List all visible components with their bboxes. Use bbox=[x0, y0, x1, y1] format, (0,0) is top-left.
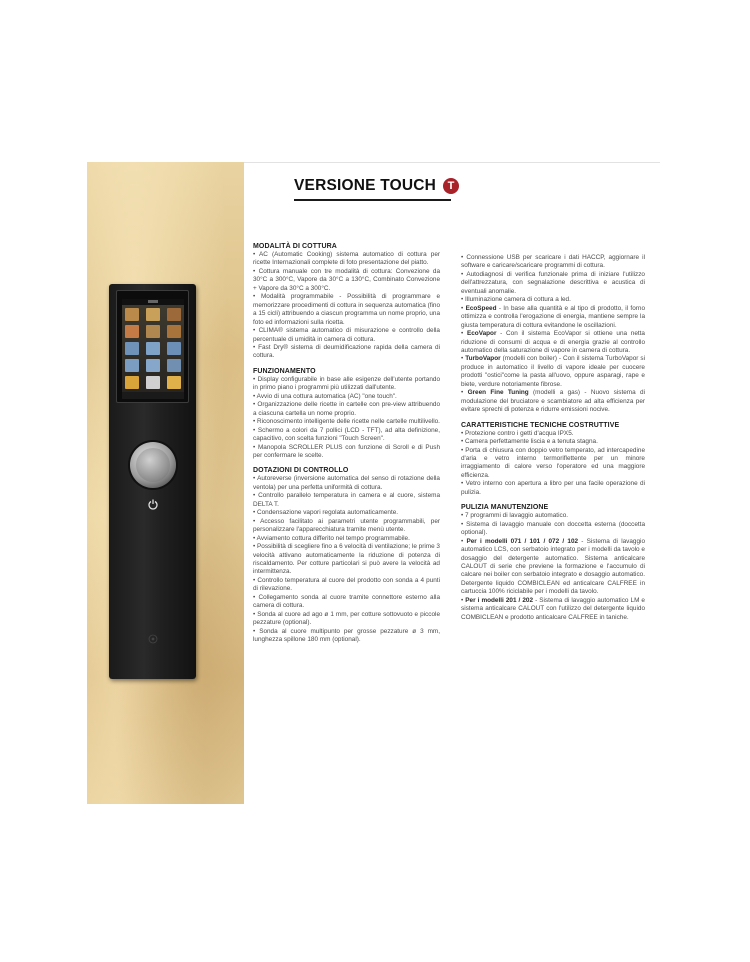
page-title: VERSIONE TOUCH bbox=[294, 177, 437, 194]
list-item: • Per i modelli 201 / 202 - Sistema di lavaggio automatico LM e sistema anticalcare CALOUT con l'utilizzo del detergente liquido COMBICLEAN e prodotto anticalcare CALFREE in taniche. bbox=[461, 596, 645, 621]
list-item: • Display configurabile in base alle esigenze dell'utente portando in primo piano i programmi più utilizzati dall'utente. bbox=[253, 375, 440, 392]
list-item: • Condensazione vapori regolata automaticamente. bbox=[253, 509, 399, 517]
list-item: • EcoVapor - Con il sistema EcoVapor si ottiene una netta riduzione di consumi di acqua e di energia grazie al controllo automatico della saturazione di vapore in camera di cottura. bbox=[461, 330, 645, 354]
touch-screen-display bbox=[122, 299, 184, 399]
touch-badge-icon: T bbox=[443, 178, 459, 194]
list-item: • Illuminazione camera di cottura a led. bbox=[461, 296, 571, 304]
folder-tile-icon bbox=[167, 342, 181, 355]
list-item: • Controllo parallelo temperatura in camera e al cuore, sistema DELTA T. bbox=[253, 492, 440, 508]
list-item: • Sistema di lavaggio manuale con doccetta esterna (doccetta optional). bbox=[461, 520, 645, 537]
recipe-tile-icon bbox=[146, 308, 160, 321]
touch-screen-bezel bbox=[116, 290, 189, 403]
list-item: • Avvio di una cottura automatica (AC) "one touch". bbox=[253, 392, 397, 400]
recipe-tile-icon bbox=[167, 325, 181, 338]
list-item: • TurboVapor (modelli con boiler) - Con il sistema TurboVapor si produce in automatico il livello di vapore ideale per cuocere prodotti "ostici"come la pasta all'uovo, oppure asparagi, rape e biete, verdure notoriamente fibrose. bbox=[461, 355, 645, 388]
section-heading: MODALITÀ DI COTTURA bbox=[253, 243, 337, 250]
list-item: • Collegamento sonda al cuore tramite connettore esterno alla camera di cottura. bbox=[253, 593, 440, 610]
right-text-column bbox=[461, 254, 645, 622]
list-item: • Autodiagnosi di verifica funzionale prima di iniziare l'utilizzo dell'attrezzatura, con segnalazione descrittiva e acustica di eventuali anomalie. bbox=[461, 270, 645, 295]
recipe-tile-icon bbox=[146, 325, 160, 338]
section-heading: PULIZIA MANUTENZIONE bbox=[461, 504, 549, 512]
list-item: • Modalità programmabile - Possibilità di programmare e memorizzare procedimenti di cottura in sequenza automatica (fino a 15 cicli) attribuendo a ciascun programma un nome proprio, una foto ed informazioni sulla ricetta. bbox=[253, 293, 440, 326]
recipe-tile-icon bbox=[167, 308, 181, 321]
title-row bbox=[294, 177, 459, 195]
list-item: • Per i modelli 071 / 101 / 072 / 102 - Sistema di lavaggio automatico LCS, con serbatoio integrato per i modelli da tavolo e dosaggio del detergente automatico. Sistema anticalcare CALOUT di serie che previene la formazione e l'accumulo di calcare nei boiler con serbatoio integrato e dosaggio automatico. Detergente liquido COMBICLEAN ed anticalcare CALFREE in cartuccia 100% riciclabile per i modelli da tavolo. bbox=[461, 537, 646, 596]
recipe-tile-icon bbox=[125, 308, 139, 321]
list-item: • Porta di chiusura con doppio vetro temperato, ad intercapedine d'aria e vetro interno termoriflettente per un minore irraggiamento di calore verso l'operatore ed una maggiore efficienza. bbox=[461, 446, 646, 479]
list-item: • Cottura manuale con tre modalità di cottura: Convezione da 30°C a 300°C, Vapore da 30°C a 130°C, Combinato Convezione + Vapore da 30°C a 300°C. bbox=[253, 267, 440, 292]
function-tile-icon bbox=[167, 376, 181, 389]
list-item: • Vetro interno con apertura a libro per una facile operazione di pulizia. bbox=[461, 480, 646, 496]
list-item: • Fast Dry® sistema di deumidificazione rapida della camera di cottura. bbox=[253, 343, 440, 360]
list-item: • Camera perfettamente liscia e a tenuta stagna. bbox=[461, 438, 598, 446]
list-item: • Riconoscimento intelligente delle ricette nelle cartelle multilivello. bbox=[253, 418, 440, 426]
folder-tile-icon bbox=[146, 342, 160, 355]
section-heading: DOTAZIONI DI CONTROLLO bbox=[253, 467, 349, 475]
list-item: • Schermo a colori da 7 pollici (LCD - TFT), ad alta definizione, capacitivo, con scelta funzioni "Touch Screen". bbox=[253, 426, 440, 443]
probe-socket-icon bbox=[148, 634, 158, 644]
folder-tile-icon bbox=[125, 359, 139, 372]
list-item: • Connessione USB per scaricare i dati HACCP, aggiornare il software e caricare/scaricare programmi di cottura. bbox=[461, 254, 646, 270]
list-item: • AC (Automatic Cooking) sistema automatico di cottura per ricette Internazionali complete di foto presentazione del piatto. bbox=[253, 251, 440, 267]
section-heading: CARATTERISTICHE TECNICHE COSTRUTTIVE bbox=[461, 421, 620, 429]
list-item: • Manopola SCROLLER PLUS con funzione di Scroll e di Push per confermare le scelte. bbox=[253, 443, 440, 459]
list-item: • Organizzazione delle ricette in cartelle con pre-view attribuendo a ciascuna cartella un nome proprio. bbox=[253, 401, 440, 417]
screen-status-bar bbox=[122, 299, 184, 305]
list-item: • EcoSpeed - In base alla quantità e al tipo di prodotto, il forno ottimizza e controlla l'erogazione di energia, mantiene sempre la giusta temperatura di cottura evitandone le oscillazioni. bbox=[461, 304, 645, 329]
scroller-knob bbox=[130, 442, 176, 488]
folder-tile-icon bbox=[146, 359, 160, 372]
top-divider bbox=[244, 162, 660, 163]
list-item: • Sonda al cuore multipunto per grosse pezzature ø 3 mm, lunghezza spillone 180 mm (optional). bbox=[253, 627, 440, 644]
list-item: • Sonda al cuore ad ago ø 1 mm, per cotture sottovuoto e piccole pezzature (optional). bbox=[253, 610, 440, 627]
function-tile-icon bbox=[146, 376, 160, 389]
recipe-tile-icon bbox=[125, 325, 139, 338]
oven-control-panel-image bbox=[109, 284, 196, 679]
function-tile-icon bbox=[125, 376, 139, 389]
power-icon bbox=[147, 498, 159, 510]
screen-bottom-bar bbox=[122, 392, 184, 399]
list-item: • CLIMA® sistema automatico di misurazione e controllo della percentuale di umidità in camera di cottura. bbox=[253, 327, 440, 343]
list-item: • Controllo temperatura al cuore del prodotto con sonda a 4 punti di rilevazione. bbox=[253, 576, 441, 593]
left-text-column bbox=[253, 242, 440, 644]
list-item: • Green Fine Tuning (modelli a gas) - Nuovo sistema di modulazione del bruciatore e scambiatore ad alta efficienza per evitare sprechi di potenza e ridurre emissioni nocive. bbox=[461, 389, 645, 414]
folder-tile-icon bbox=[167, 359, 181, 372]
list-item: • 7 programmi di lavaggio automatico. bbox=[461, 512, 569, 520]
title-underline bbox=[294, 199, 451, 201]
section-heading: FUNZIONAMENTO bbox=[253, 367, 316, 375]
list-item: • Accesso facilitato ai parametri utente programmabili, per personalizzare l'apparecchiatura tramite menù utente. bbox=[253, 517, 440, 534]
list-item: • Protezione contro i getti d'acqua IPX5. bbox=[461, 429, 574, 437]
list-item: • Avviamento cottura differito nel tempo programmabile. bbox=[253, 534, 410, 542]
folder-tile-icon bbox=[125, 342, 139, 355]
list-item: • Possibilità di scegliere fino a 6 velocità di ventilazione; le prime 3 velocità attivano automaticamente la riduzione di potenza di riscaldamento. Per cotture particolari si può avere la velocità ad intermittenza. bbox=[253, 543, 440, 576]
list-item: • Autoreverse (inversione automatica del senso di rotazione della ventola) per una perfetta uniformità di cottura. bbox=[253, 475, 440, 491]
